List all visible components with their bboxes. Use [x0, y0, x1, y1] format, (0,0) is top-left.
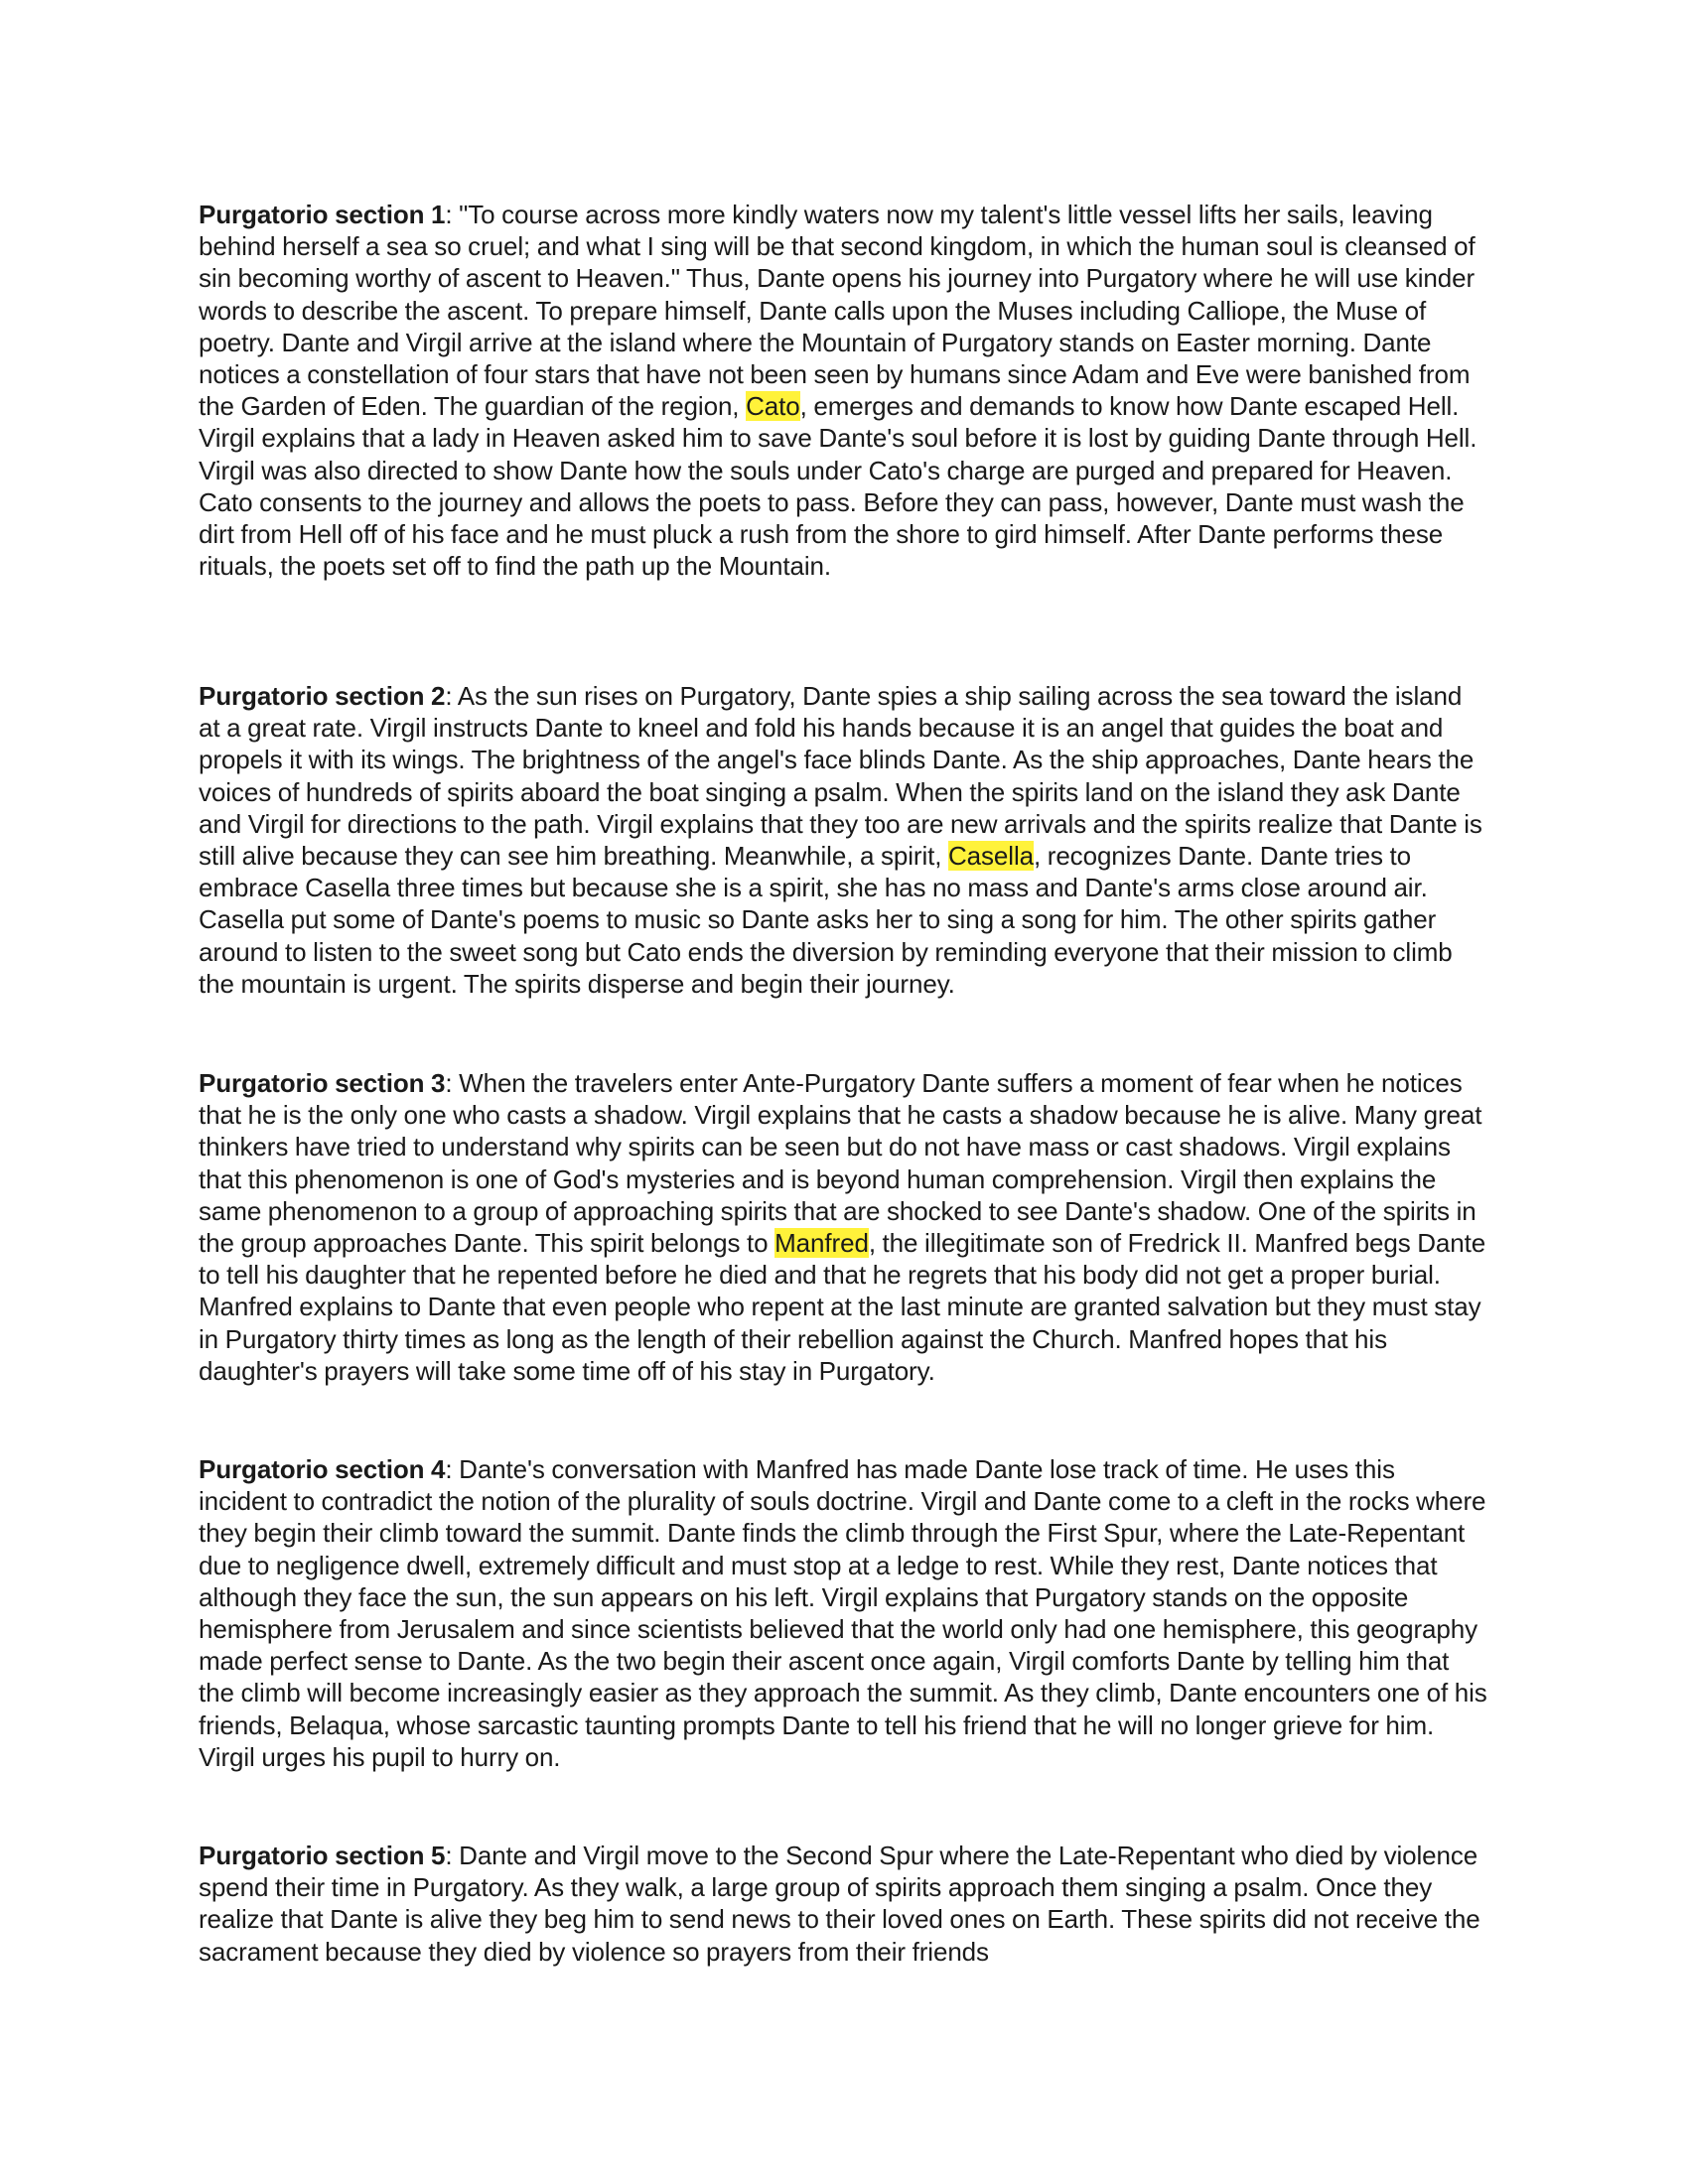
section-4-paragraph: [199, 1453, 1489, 1773]
section-3-heading: Purgatorio section 3: [199, 1068, 446, 1098]
section-5-paragraph: [199, 1840, 1489, 1968]
section-1-heading: Purgatorio section 1: [199, 200, 446, 229]
section-2-text-before: : As the sun rises on Purgatory, Dante spies a ship sailing across the sea toward the island at a great rate. Virgil instructs Dante to kneel and fold his hands because it is an angel that guides the boat and propels it with its wings. The brightness of the angel's face blinds Dante. As the ship approaches, Dante hears the voices of hundreds of spirits aboard the boat singing a psalm. When the spirits land on the island they ask Dante and Virgil for directions to the path. Virgil explains that they too are new arrivals and the spirits realize that Dante is still alive because they can see him breathing. Meanwhile, a spirit,: [199, 681, 1482, 872]
section-3-paragraph: [199, 1067, 1489, 1387]
section-4-heading: Purgatorio section 4: [199, 1454, 446, 1484]
section-2-heading: Purgatorio section 2: [199, 681, 446, 711]
section-4-text: : Dante's conversation with Manfred has made Dante lose track of time. He uses this incident to contradict the notion of the plurality of souls doctrine. Virgil and Dante come to a cleft in the rocks where they begin their climb toward the summit. Dante finds the climb through the First Spur, where the Late-Repentant due to negligence dwell, extremely difficult and must stop at a ledge to rest. While they rest, Dante notices that although they face the sun, the sun appears on his left. Virgil explains that Purgatory stands on the opposite hemisphere from Jerusalem and since scientists believed that the world only had one hemisphere, this geography made perfect sense to Dante. As the two begin their ascent once again, Virgil comforts Dante by telling him that the climb will become increasingly easier as they approach the summit. As they climb, Dante encounters one of his friends, Belaqua, whose sarcastic taunting prompts Dante to tell his friend that he will no longer grieve for him. Virgil urges his pupil to hurry on.: [199, 1454, 1487, 1772]
section-3-highlighted-name: Manfred: [774, 1228, 869, 1259]
section-1-text-after: , emerges and demands to know how Dante escaped Hell. Virgil explains that a lady in Heaven asked him to save Dante's soul before it is lost by guiding Dante through Hell. Virgil was also directed to show Dante how the souls under Cato's charge are purged and prepared for Heaven. Cato consents to the journey and allows the poets to pass. Before they can pass, however, Dante must wash the dirt from Hell off of his face and he must pluck a rush from the shore to gird himself. After Dante performs these rituals, the poets set off to find the path up the Mountain.: [199, 391, 1477, 582]
section-1-text-before: : "To course across more kindly waters now my talent's little vessel lifts her sails, leaving behind herself a sea so cruel; and what I sing will be that second kingdom, in which the human soul is cleansed of sin becoming worthy of ascent to Heaven." Thus, Dante opens his journey into Purgatory where he will use kinder words to describe the ascent. To prepare himself, Dante calls upon the Muses including Calliope, the Muse of poetry. Dante and Virgil arrive at the island where the Mountain of Purgatory stands on Easter morning. Dante notices a constellation of four stars that have not been seen by humans since Adam and Eve were banished from the Garden of Eden. The guardian of the region,: [199, 200, 1476, 422]
section-3-text-after: , the illegitimate son of Fredrick II. Manfred begs Dante to tell his daughter that he repented before he died and that he regrets that his body did not get a proper burial. Manfred explains to Dante that even people who repent at the last minute are granted salvation but they must stay in Purgatory thirty times as long as the length of their rebellion against the Church. Manfred hopes that his daughter's prayers will take some time off of his stay in Purgatory.: [199, 1228, 1486, 1386]
section-1-highlighted-name: Cato: [746, 391, 800, 422]
section-2-highlighted-name: Casella: [948, 841, 1035, 872]
section-2-text-after: , recognizes Dante. Dante tries to embrace Casella three times but because she is a spirit, she has no mass and Dante's arms close around air. Casella put some of Dante's poems to music so Dante asks her to sing a song for him. The other spirits gather around to listen to the sweet song but Cato ends the diversion by reminding everyone that their mission to climb the mountain is urgent. The spirits disperse and begin their journey.: [199, 841, 1453, 999]
section-5-heading: Purgatorio section 5: [199, 1841, 446, 1870]
section-5-text: : Dante and Virgil move to the Second Spur where the Late-Repentant who died by violence spend their time in Purgatory. As they walk, a large group of spirits approach them singing a psalm. Once they realize that Dante is alive they beg him to send news to their loved ones on Earth. These spirits did not receive the sacrament because they died by violence so prayers from their friends: [199, 1841, 1480, 1967]
section-3-text-before: : When the travelers enter Ante-Purgatory Dante suffers a moment of fear when he notices that he is the only one who casts a shadow. Virgil explains that he casts a shadow because he is alive. Many great thinkers have tried to understand why spirits can be seen but do not have mass or cast shadows. Virgil explains that this phenomenon is one of God's mysteries and is beyond human comprehension. Virgil then explains the same phenomenon to a group of approaching spirits that are shocked to see Dante's shadow. One of the spirits in the group approaches Dante. This spirit belongs to: [199, 1068, 1482, 1259]
section-1-paragraph: [199, 199, 1489, 582]
section-2-paragraph: [199, 680, 1489, 1000]
